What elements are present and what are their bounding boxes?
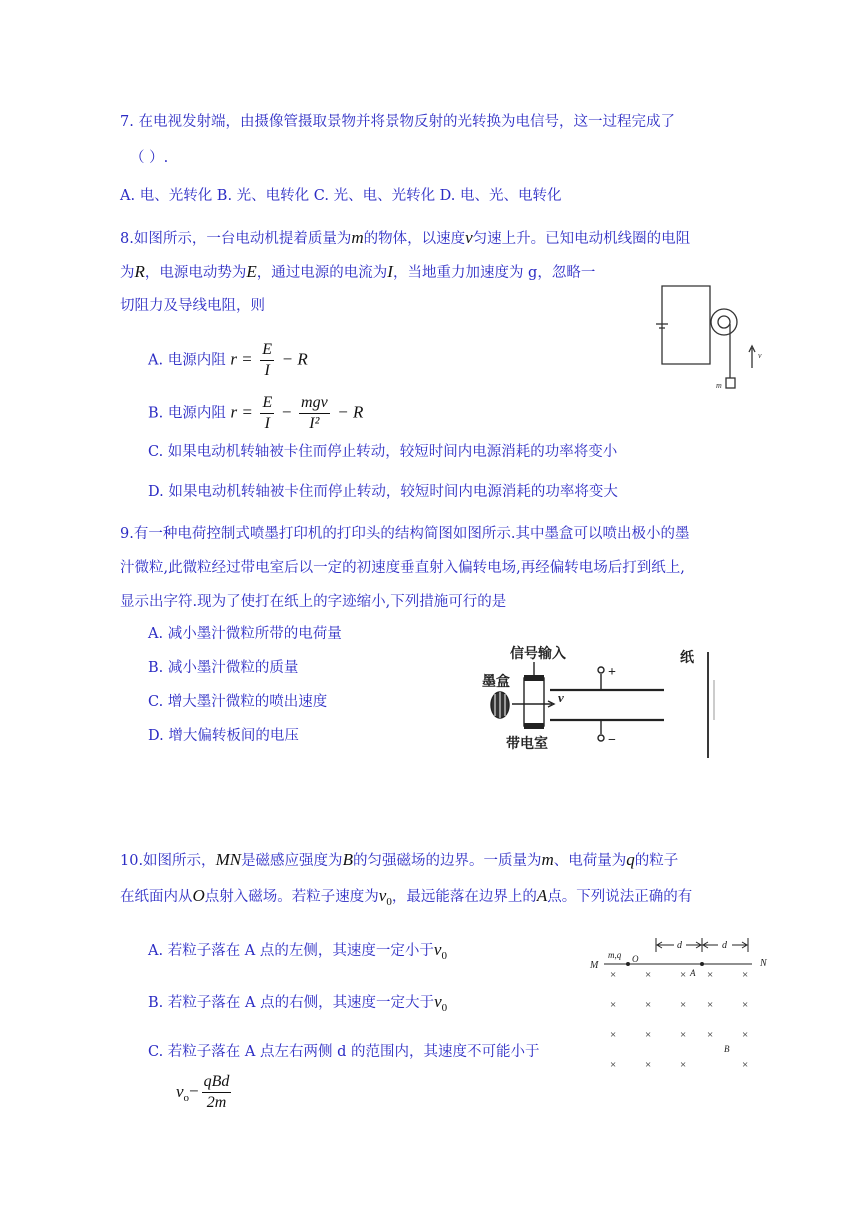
q10-option-c-expression: $v_o-$ $\frac{\text{qBd}}{2m}$ — [176, 1073, 230, 1111]
q9-option-b: B. 减小墨汁微粒的质量 — [148, 660, 299, 676]
q9-option-d: D. 增大偏转板间的电压 — [148, 728, 299, 744]
field-cross: × — [610, 969, 617, 981]
q8-line-3: 切阻力及导线电阻，则 — [120, 298, 265, 314]
q9-option-c: C. 增大墨汁微粒的喷出速度 — [148, 694, 328, 710]
field-cross: × — [680, 1029, 687, 1041]
q10-line-2: 在纸面内从O点射入磁场。若粒子速度为$v_0$，最远能落在边界上的A点。下列说法正确的有 — [120, 886, 693, 908]
paper-label: 纸 — [680, 651, 694, 666]
field-cross: × — [742, 999, 749, 1011]
field-cross: × — [645, 1029, 652, 1041]
plus-terminal-label: + — [608, 665, 616, 680]
field-cross: × — [610, 999, 617, 1011]
field-cross: × — [680, 1059, 687, 1071]
q9-line-2: 汁微粒,此微粒经过带电室后以一定的初速度垂直射入偏转电场,再经偏转电场后打到纸上, — [120, 560, 685, 576]
field-crosses — [610, 969, 748, 1071]
field-cross: × — [742, 1059, 749, 1071]
label-d-left: d — [677, 940, 682, 951]
signal-input-label: 信号输入 — [510, 647, 566, 662]
q8-option-c: C. 如果电动机转轴被卡住而停止转动，较短时间内电源消耗的功率将变小 — [148, 444, 618, 460]
fraction-qbd-over-2m: $\frac{\text{qBd}}{2m}$ — [203, 1073, 230, 1111]
field-cross: × — [707, 1029, 714, 1041]
inkjet-printer-figure — [478, 640, 724, 760]
magnetic-field-figure — [586, 932, 776, 1072]
fraction-e-over-i: $\frac{E}{I}$ — [262, 341, 273, 379]
q9-line-3: 显示出字符.现为了使打在纸上的字迹缩小,下列措施可行的是 — [120, 594, 507, 610]
field-cross: × — [610, 1059, 617, 1071]
q7-options: A. 电、光转化 B. 光、电转化 C. 光、电、光转化 D. 电、光、电转化 — [120, 188, 562, 204]
q7-stem: 7. 在电视发射端，由摄像管摄取景物并将景物反射的光转换为电信号，这一过程完成了 — [120, 114, 675, 130]
field-cross: × — [707, 969, 714, 981]
field-cross: × — [680, 969, 687, 981]
minus-terminal-label: − — [608, 733, 616, 748]
label-b: B — [724, 1044, 730, 1054]
field-cross: × — [645, 969, 652, 981]
q7-blank: （ ）. — [130, 150, 169, 166]
field-cross: × — [645, 1059, 652, 1071]
q10-option-c: C. 若粒子落在 A 点左右两侧 d 的范围内，其速度不可能小于 — [148, 1044, 540, 1060]
q8-line-2: 为R，电源电动势为E，通过电源的电流为I，当地重力加速度为 g，忽略一 — [120, 262, 596, 281]
q8-option-d: D. 如果电动机转轴被卡住而停止转动，较短时间内电源消耗的功率将变大 — [148, 484, 618, 500]
label-a: A — [690, 968, 696, 978]
label-mq: m,q — [608, 950, 622, 960]
field-cross: × — [707, 999, 714, 1011]
q10-option-a: A. 若粒子落在 A 点的左侧，其速度一定小于$v_0$ — [148, 940, 447, 962]
field-cross: × — [645, 999, 652, 1011]
field-cross: × — [742, 969, 749, 981]
field-cross: × — [680, 999, 687, 1011]
field-cross: × — [610, 1029, 617, 1041]
velocity-label: v — [558, 690, 564, 705]
q10-option-b: B. 若粒子落在 A 点的右侧，其速度一定大于$v_0$ — [148, 992, 448, 1014]
q9-option-a: A. 减小墨汁微粒所带的电荷量 — [148, 626, 342, 642]
mass-label: m — [716, 381, 722, 390]
q8-option-b: B. 电源内阻 r = $\frac{E}{I}$ − $\frac{\text{mgv}}{\text{I²}}$ − R — [148, 394, 364, 432]
q8-line-1: 8.如图所示，一台电动机提着质量为m的物体，以速度v匀速上升。已知电动机线圈的电阻 — [120, 228, 691, 247]
q10-line-1: 10.如图所示，MN是磁感应强度为B的匀强磁场的边界。一质量为m、电荷量为q的粒子 — [120, 850, 679, 869]
fraction-mgv-over-i2: $\frac{\text{mgv}}{\text{I²}}$ — [301, 394, 328, 432]
ink-box-label: 墨盒 — [482, 675, 510, 690]
label-m: M — [590, 960, 599, 971]
label-d-right: d — [722, 940, 727, 951]
velocity-label: v — [758, 351, 762, 360]
motor-circuit-figure — [648, 282, 768, 394]
fraction-e-over-i: $\frac{E}{I}$ — [262, 394, 273, 432]
charging-chamber-label: 带电室 — [506, 737, 548, 752]
field-cross: × — [742, 1029, 749, 1041]
label-o: O — [632, 954, 639, 964]
q8-option-a: A. 电源内阻 r = $\frac{E}{I}$ − R — [148, 341, 308, 379]
q9-line-1: 9.有一种电荷控制式喷墨打印机的打印头的结构简图如图所示.其中墨盒可以喷出极小的墨 — [120, 526, 690, 542]
label-n: N — [760, 958, 767, 969]
